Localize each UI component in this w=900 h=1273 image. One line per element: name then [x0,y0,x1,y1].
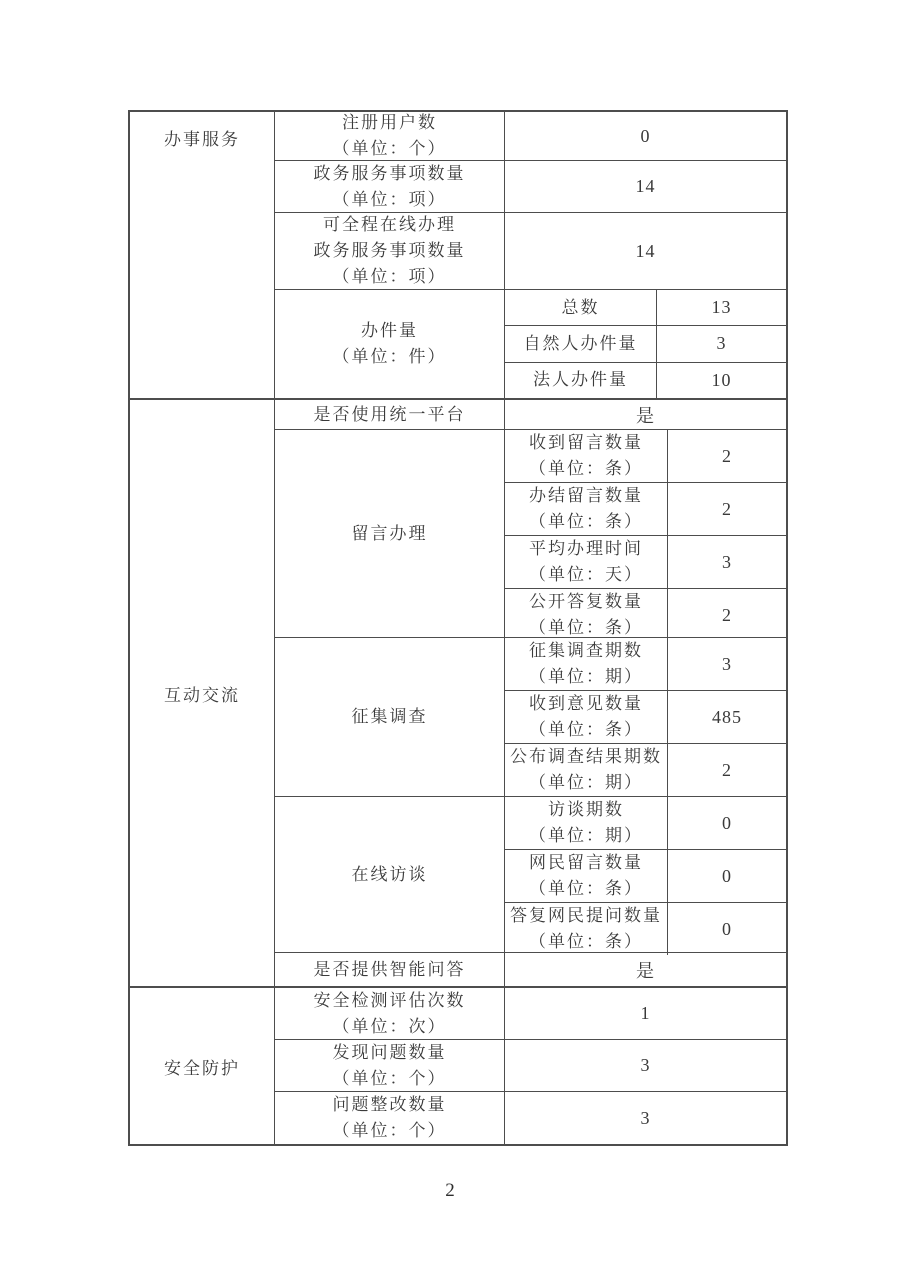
sub-label-cell [505,638,668,690]
row-label-cell [275,161,505,212]
sub-label: 公开答复数量 [529,592,643,611]
section-banshi-fuwu [130,112,786,400]
table-row [275,112,786,161]
row-label-cell [275,400,505,429]
table-row [275,953,786,986]
sub-row [505,691,786,744]
sub-value-cell: 3 [722,551,732,572]
sub-label: 网民留言数量 [529,853,643,872]
value-cell: 1 [640,1003,651,1023]
category-cell [130,112,275,398]
group-label-cell [275,638,505,796]
sub-value-cell: 2 [722,759,732,780]
row-label: 是否提供智能问答 [313,959,466,979]
group-label: 征集调查 [351,707,428,726]
value-cell: 14 [635,240,656,261]
sub-label: 总数 [561,297,600,317]
unit-line: （单位：条） [529,720,643,739]
category-label: 办事服务 [164,130,240,149]
subrows [505,430,786,637]
sub-label: 收到意见数量 [529,694,643,713]
sub-label-cell [505,430,668,482]
group-label: 留言办理 [351,523,428,543]
row-label-cell [275,953,505,986]
sub-label-cell [505,589,668,641]
sub-label: 公布调查结果期数 [510,747,662,766]
unit-line: （单位：件） [332,347,447,366]
value-cell: 3 [640,1055,651,1075]
sub-row [505,536,786,589]
row-label: 可全程在线办理 [323,215,456,234]
row-label-cell [275,112,505,160]
sub-label: 访谈期数 [548,800,624,819]
group-label: 在线访谈 [351,864,428,884]
sub-row [505,797,786,850]
table-row [275,1092,786,1144]
sub-row [505,326,786,362]
unit-line: （单位：期） [529,826,643,845]
sub-row [505,638,786,691]
table-row [275,1040,786,1092]
sub-row [505,850,786,903]
value-cell: 14 [635,176,656,196]
sub-label-cell [505,903,668,955]
sub-value-cell: 2 [722,498,732,519]
sub-label: 办结留言数量 [529,486,643,505]
sub-row [505,290,786,326]
page-number: 2 [445,1180,455,1201]
section-rows [275,400,786,986]
row-label: 政务服务事项数量 [313,241,466,260]
sub-value-cell: 3 [716,333,727,354]
unit-line: （单位：个） [332,139,447,158]
row-label: 政务服务事项数量 [313,163,466,183]
table-row [275,161,786,213]
row-label-cell [275,1040,505,1091]
sub-row [505,589,786,641]
sub-label-cell [505,744,668,796]
sub-label: 答复网民提问数量 [510,906,662,925]
sub-value-cell: 10 [711,369,732,390]
row-label: 注册用户数 [342,113,437,132]
table-row-group [275,290,786,398]
unit-line: （单位：个） [332,1121,447,1140]
sub-label: 征集调查期数 [529,641,643,660]
table-row-group [275,430,786,638]
sub-label: 收到留言数量 [529,433,643,452]
table-row-group [275,797,786,953]
section-rows [275,112,786,398]
row-label: 安全检测评估次数 [313,990,466,1010]
unit-line: （单位：个） [332,1068,447,1088]
sub-label-cell [505,483,668,535]
sub-value-cell: 0 [722,812,732,833]
value-cell: 是 [636,960,655,981]
row-label: 是否使用统一平台 [313,404,466,424]
value-cell: 是 [636,405,655,426]
group-label-cell [275,430,505,637]
unit-line: （单位：期） [529,773,643,792]
unit-line: （单位：条） [529,618,643,637]
sub-row [505,430,786,483]
value-cell: 3 [640,1107,651,1128]
unit-line: （单位：条） [529,512,643,531]
sub-value-cell: 0 [722,865,732,886]
sub-value-cell: 13 [711,297,732,318]
section-hudong-jiaoliu [130,400,786,988]
table-row-group [275,638,786,797]
sub-row [505,744,786,796]
unit-line: （单位：条） [529,932,643,951]
subrows [505,290,786,398]
category-cell [130,988,275,1144]
sub-value-cell: 2 [722,604,732,625]
sub-value-cell: 0 [722,918,732,939]
sub-row [505,483,786,536]
unit-line: （单位：条） [529,879,643,898]
section-anquan-fanghu [130,988,786,1144]
table-row [275,213,786,290]
sub-label-cell [505,363,657,398]
sub-label-cell [505,691,668,743]
sub-row [505,903,786,955]
group-label-cell [275,290,505,398]
unit-line: （单位：项） [332,267,447,286]
value-cell: 0 [640,125,651,146]
row-label-cell [275,988,505,1039]
subrows [505,797,786,952]
row-label: 发现问题数量 [332,1042,447,1062]
sub-value-cell: 3 [722,653,732,674]
sub-label: 法人办件量 [533,370,628,390]
unit-line: （单位：期） [529,667,643,686]
unit-line: （单位：次） [332,1016,447,1036]
row-label: 问题整改数量 [332,1095,447,1114]
row-label-cell [275,1092,505,1144]
table-row [275,988,786,1040]
sub-label-cell [505,797,668,849]
row-label-cell [275,213,505,289]
unit-line: （单位：条） [529,459,643,478]
report-table [128,110,788,1146]
sub-label-cell [505,850,668,902]
sub-row [505,363,786,398]
sub-value-cell: 485 [712,706,742,727]
category-label: 安全防护 [164,1058,240,1078]
category-label: 互动交流 [164,685,240,705]
unit-line: （单位：天） [529,565,643,584]
unit-line: （单位：项） [332,189,447,209]
table-row [275,400,786,430]
section-rows [275,988,786,1144]
sub-label: 自然人办件量 [523,333,638,353]
sub-label-cell [505,536,668,588]
sub-label-cell [505,290,657,325]
group-label: 办件量 [361,321,418,340]
group-label-cell [275,797,505,952]
subrows [505,638,786,796]
sub-label-cell [505,326,657,361]
sub-value-cell: 2 [722,445,732,466]
category-cell [130,400,275,986]
sub-label: 平均办理时间 [529,539,643,558]
